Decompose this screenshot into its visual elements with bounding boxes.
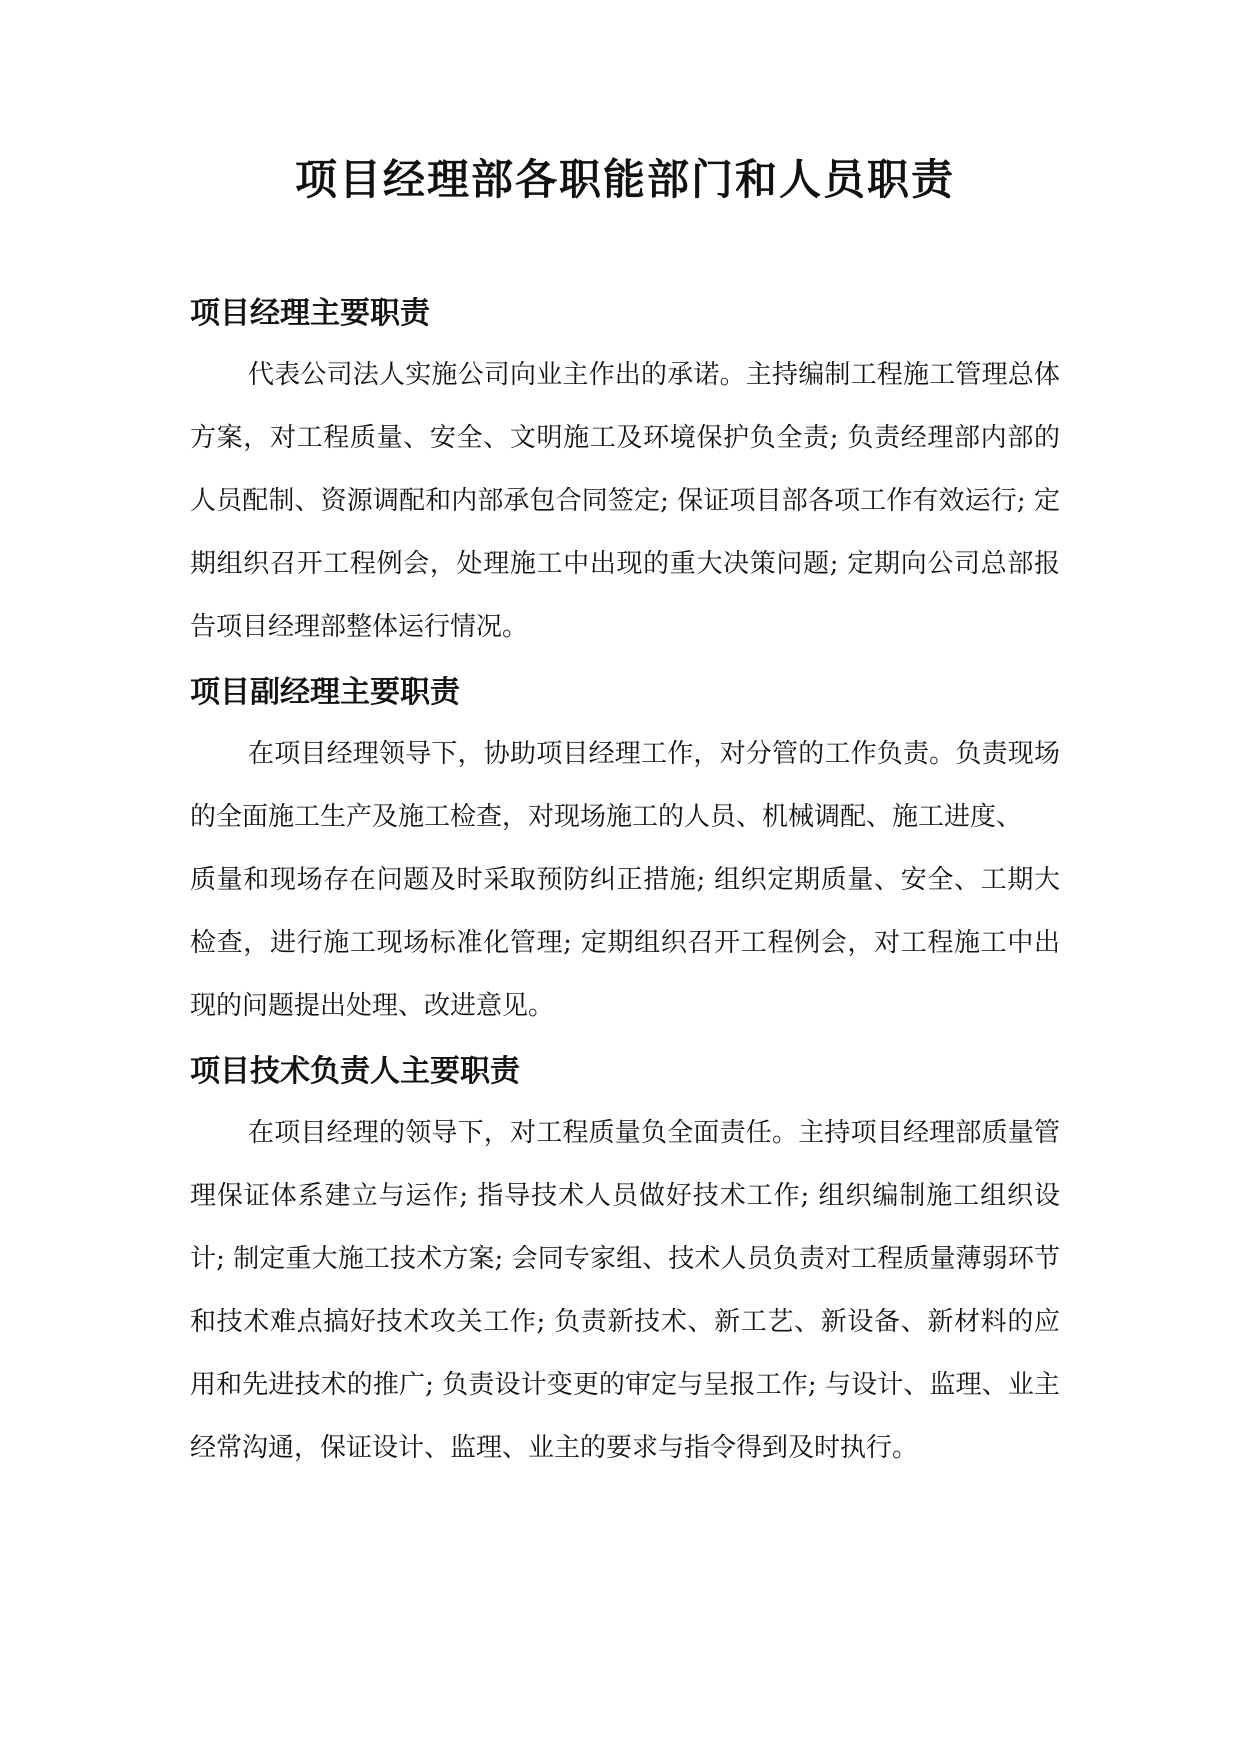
section-technical-lead: [190, 1052, 1060, 1480]
section-deputy-manager: [190, 673, 1060, 1038]
document-page: [190, 150, 1060, 1494]
section-heading: 项目副经理主要职责: [190, 675, 460, 710]
section-project-manager: [190, 294, 1060, 659]
document-title: 项目经理部各职能部门和人员职责: [294, 155, 955, 204]
section-heading: 项目经理主要职责: [190, 296, 430, 331]
section-heading: 项目技术负责人主要职责: [190, 1054, 520, 1089]
section-paragraph: 在项目经理领导下，协助项目经理工作，对分管的工作负责。负责现场的全面施工生产及施工检查，对现场施工的人员、机械调配、施工进度、: [190, 739, 1060, 832]
section-paragraph: 代表公司法人实施公司向业主作出的承诺。主持编制工程施工管理总体方案，对工程质量、安全、文明施工及环境保护负全责; 负责经理部内部的人员配制、资源调配和内部承包合同签定; 保证项目部各项工作有效运行; 定期组织召开工程例会，处理施工中出现的重大决策问题; 定期向公司总部报告项目经理部整体运行情况。: [190, 360, 1060, 642]
section-paragraph: 质量和现场存在问题及时采取预防纠正措施; 组织定期质量、安全、工期大检查，进行施工现场标准化管理; 定期组织召开工程例会，对工程施工中出现的问题提出处理、改进意见。: [190, 865, 1060, 1021]
section-paragraph: 在项目经理的领导下，对工程质量负全面责任。主持项目经理部质量管理保证体系建立与运作; 指导技术人员做好技术工作; 组织编制施工组织设计; 制定重大施工技术方案; 会同专家组、技术人员负责对工程质量薄弱环节和技术难点搞好技术攻关工作; 负责新技术、新工艺、新设备、新材料的应用和先进技术的推广; 负责设计变更的审定与呈报工作; 与设计、监理、业主经常沟通，保证设计、监理、业主的要求与指令得到及时执行。: [190, 1118, 1060, 1463]
